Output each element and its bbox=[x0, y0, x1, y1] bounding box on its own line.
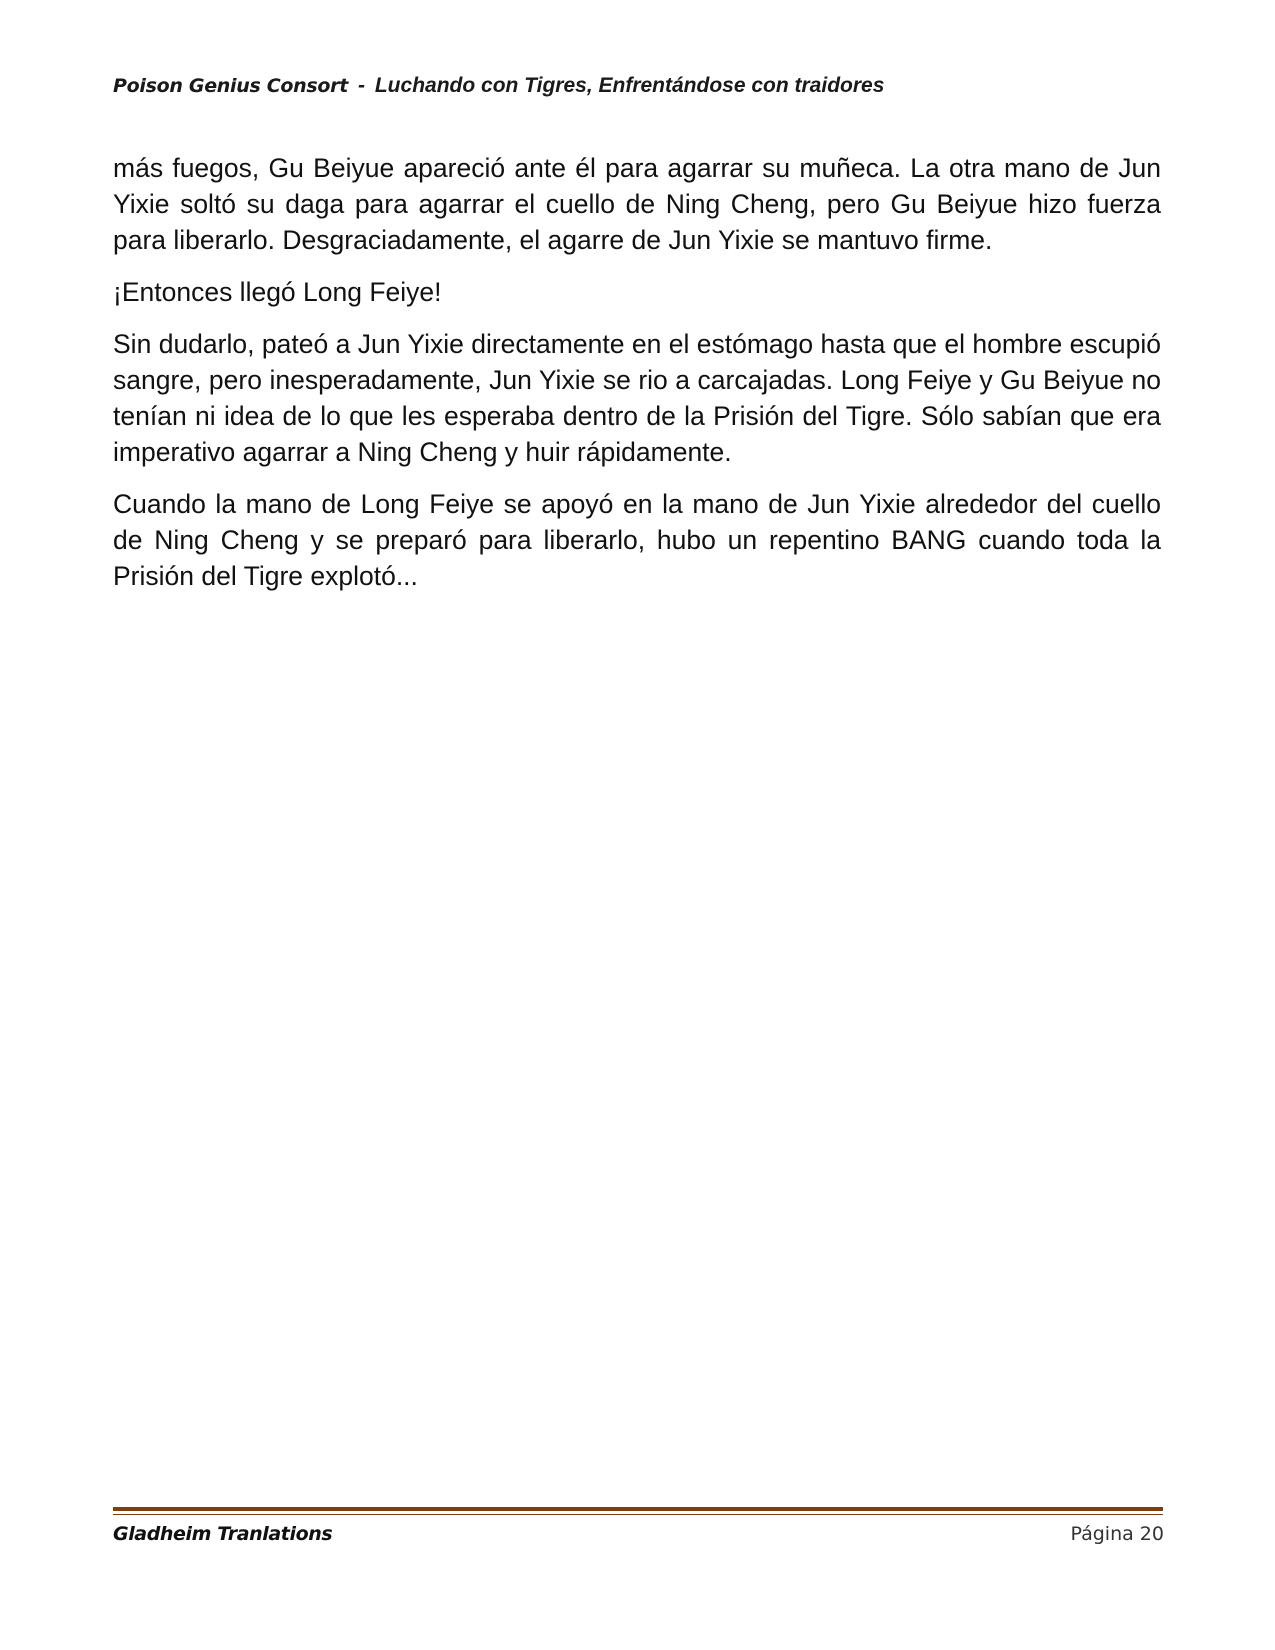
paragraph: Sin dudarlo, pateó a Jun Yixie directamente en el estómago hasta que el hombre escupió sangre, pero inesperadamente, Jun Yixie se rio a carcajadas. Long Feiye y Gu Beiyue no tenían ni idea de lo que les esperaba dentro de la Prisión del Tigre. Sólo sabían que era imperativo agarrar a Ning Cheng y huir rápidamente. bbox=[113, 329, 1161, 467]
paragraph: más fuegos, Gu Beiyue apareció ante él para agarrar su muñeca. La otra mano de Jun Yixie soltó su daga para agarrar el cuello de Ning Cheng, pero Gu Beiyue hizo fuerza para liberarlo. Desgraciadamente, el agarre de Jun Yixie se mantuvo firme. bbox=[113, 153, 1161, 255]
series-title: Poison Genius Consort bbox=[113, 75, 349, 97]
header-separator: - bbox=[358, 74, 366, 97]
body-text bbox=[113, 150, 1161, 610]
paragraph: ¡Entonces llegó Long Feiye! bbox=[113, 277, 442, 307]
page-header bbox=[113, 74, 1163, 98]
footer-divider bbox=[113, 1507, 1163, 1511]
footer-divider-thin bbox=[113, 1514, 1163, 1515]
footer-publisher: Gladheim Tranlations bbox=[113, 1523, 333, 1545]
chapter-title: Luchando con Tigres, Enfrentándose con traidores bbox=[374, 74, 885, 97]
paragraph: Cuando la mano de Long Feiye se apoyó en la mano de Jun Yixie alrededor del cuello de Ning Cheng y se preparó para liberarlo, hubo un repentino BANG cuando toda la Prisión del Tigre explotó... bbox=[113, 489, 1161, 591]
page-number: Página 20 bbox=[1070, 1523, 1164, 1545]
